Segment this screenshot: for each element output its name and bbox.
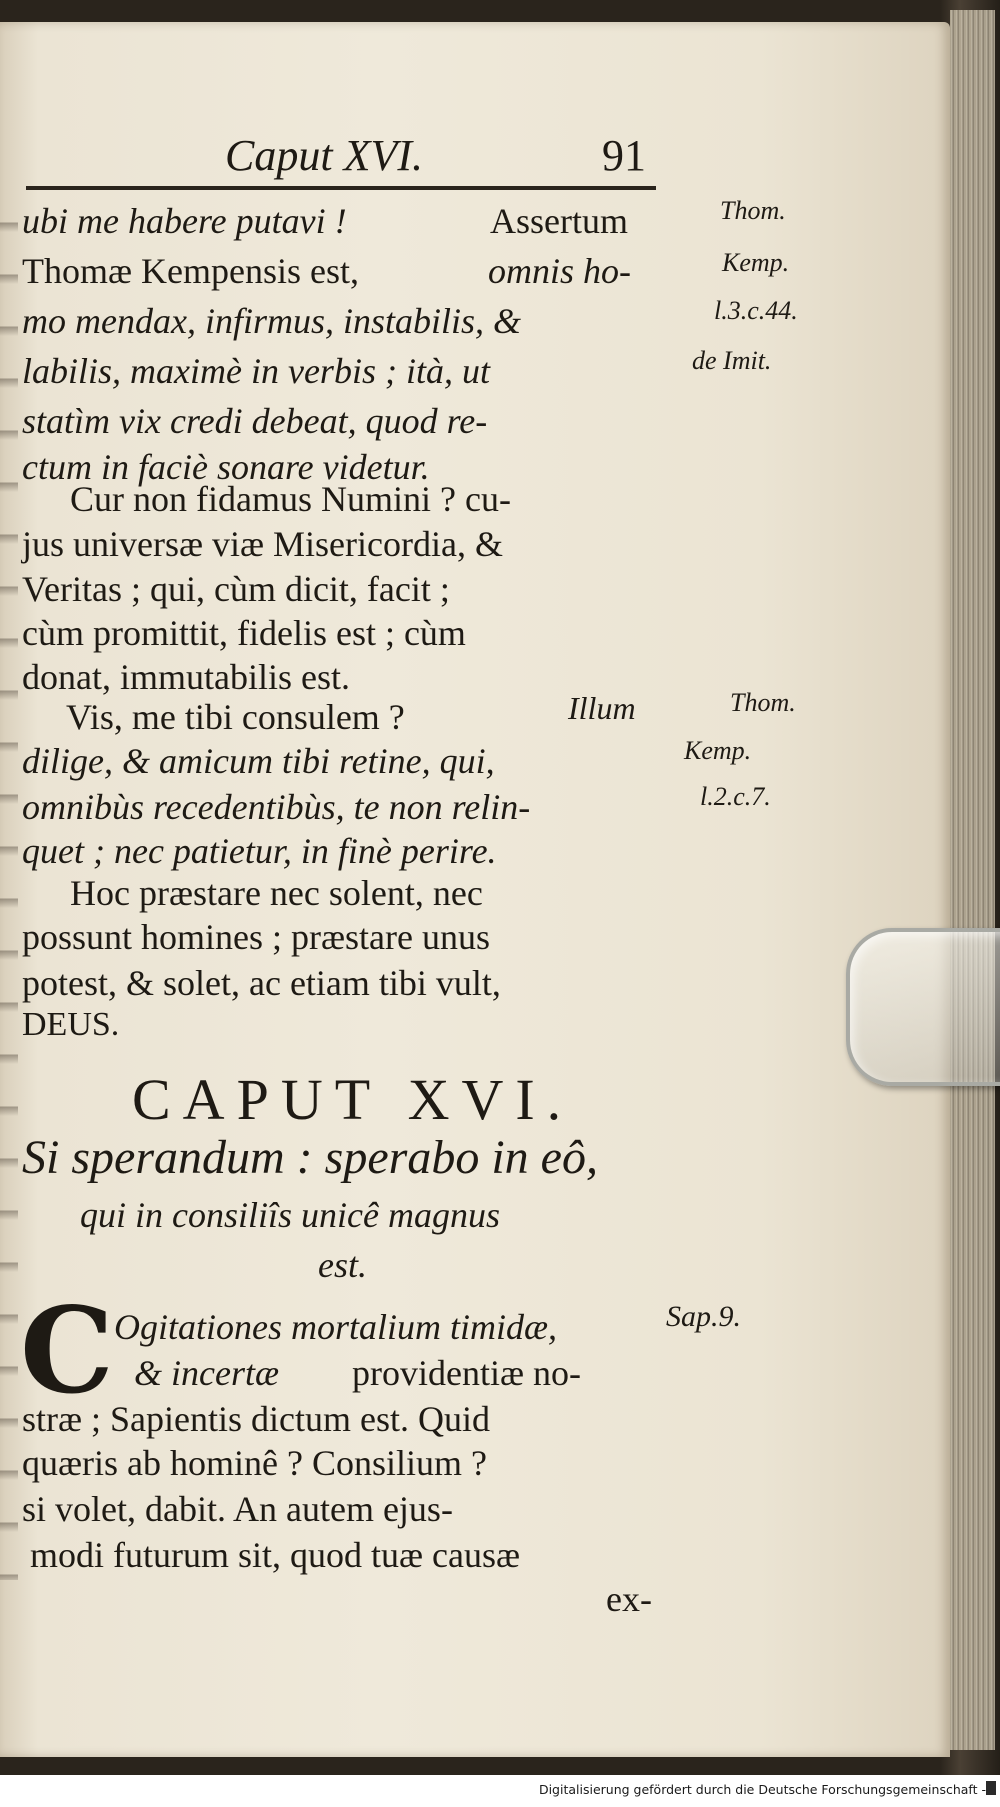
catchword: ex- bbox=[606, 1579, 652, 1619]
body-line: jus universæ viæ Misericordia, & bbox=[22, 524, 503, 564]
margin-note: l.3.c.44. bbox=[714, 296, 798, 325]
body-line: ctum in faciè sonare videtur. bbox=[22, 447, 430, 487]
page-number: 91 bbox=[602, 131, 646, 180]
digitization-credit: Digitalisierung gefördert durch die Deutsche Forschungsgemeinschaft - bbox=[538, 1782, 986, 1797]
margin-note: Kemp. bbox=[684, 736, 752, 765]
body-line: Thomæ Kempensis est, bbox=[22, 251, 359, 291]
body-line: potest, & solet, ac etiam tibi vult, bbox=[22, 963, 501, 1003]
chapter-line: si volet, dabit. An autem ejus- bbox=[22, 1489, 453, 1529]
body-line: mo mendax, infirmus, instabilis, & bbox=[22, 301, 522, 341]
margin-note: Thom. bbox=[720, 196, 786, 225]
margin-note: Kemp. bbox=[722, 248, 790, 277]
page-clamp bbox=[846, 928, 1000, 1086]
body-line: Illum bbox=[568, 690, 636, 726]
body-line: dilige, & amicum tibi retine, qui, bbox=[22, 741, 495, 781]
chapter-subtitle: Si sperandum : sperabo in eô, bbox=[22, 1131, 598, 1184]
body-line: omnibùs recedentibùs, te non relin- bbox=[22, 787, 531, 827]
header-rule bbox=[26, 186, 656, 190]
margin-note: l.2.c.7. bbox=[700, 782, 771, 811]
body-line: labilis, maximè in verbis ; ità, ut bbox=[22, 351, 490, 391]
chapter-line: quæris ab hominê ? Consilium ? bbox=[22, 1443, 487, 1483]
page-fore-edge bbox=[950, 10, 995, 1750]
body-line: Assertum bbox=[490, 201, 628, 241]
body-line: donat, immutabilis est. bbox=[22, 657, 350, 697]
chapter-line: Ogitationes mortalium timidæ, bbox=[114, 1307, 558, 1347]
drop-cap: C bbox=[20, 1281, 114, 1420]
body-line: quet ; nec patietur, in finè perire. bbox=[22, 831, 497, 871]
body-line: statìm vix credi debeat, quod re- bbox=[22, 401, 488, 441]
chapter-line: & incertæ bbox=[134, 1353, 279, 1393]
body-line: omnis ho- bbox=[488, 251, 631, 291]
chapter-subtitle: qui in consiliîs unicê magnus bbox=[80, 1195, 500, 1235]
body-line: Cur non fidamus Numini ? cu- bbox=[70, 479, 511, 519]
chapter-line: modi futurum sit, quod tuæ causæ bbox=[30, 1535, 520, 1575]
running-title: Caput XVI. bbox=[225, 131, 423, 180]
margin-note: Thom. bbox=[730, 688, 796, 717]
body-line: Vis, me tibi consulem ? bbox=[66, 697, 405, 737]
body-line: possunt homines ; præstare unus bbox=[22, 917, 490, 957]
chapter-line: providentiæ no- bbox=[352, 1353, 581, 1393]
body-line: DEUS. bbox=[22, 1006, 120, 1043]
binding-gutter bbox=[0, 180, 18, 1580]
chapter-line: stræ ; Sapientis dictum est. Quid bbox=[22, 1399, 490, 1439]
body-line: Veritas ; qui, cùm dicit, facit ; bbox=[22, 569, 450, 609]
margin-note: de Imit. bbox=[692, 346, 772, 375]
dfg-logo-icon bbox=[986, 1781, 996, 1795]
margin-note: Sap.9. bbox=[666, 1300, 741, 1333]
body-line: cùm promittit, fidelis est ; cùm bbox=[22, 613, 466, 653]
body-line: Hoc præstare nec solent, nec bbox=[70, 873, 483, 913]
chapter-heading: CAPUT XVI. bbox=[132, 1067, 574, 1132]
body-line: ubi me habere putavi ! bbox=[22, 201, 347, 241]
chapter-subtitle: est. bbox=[318, 1245, 367, 1285]
